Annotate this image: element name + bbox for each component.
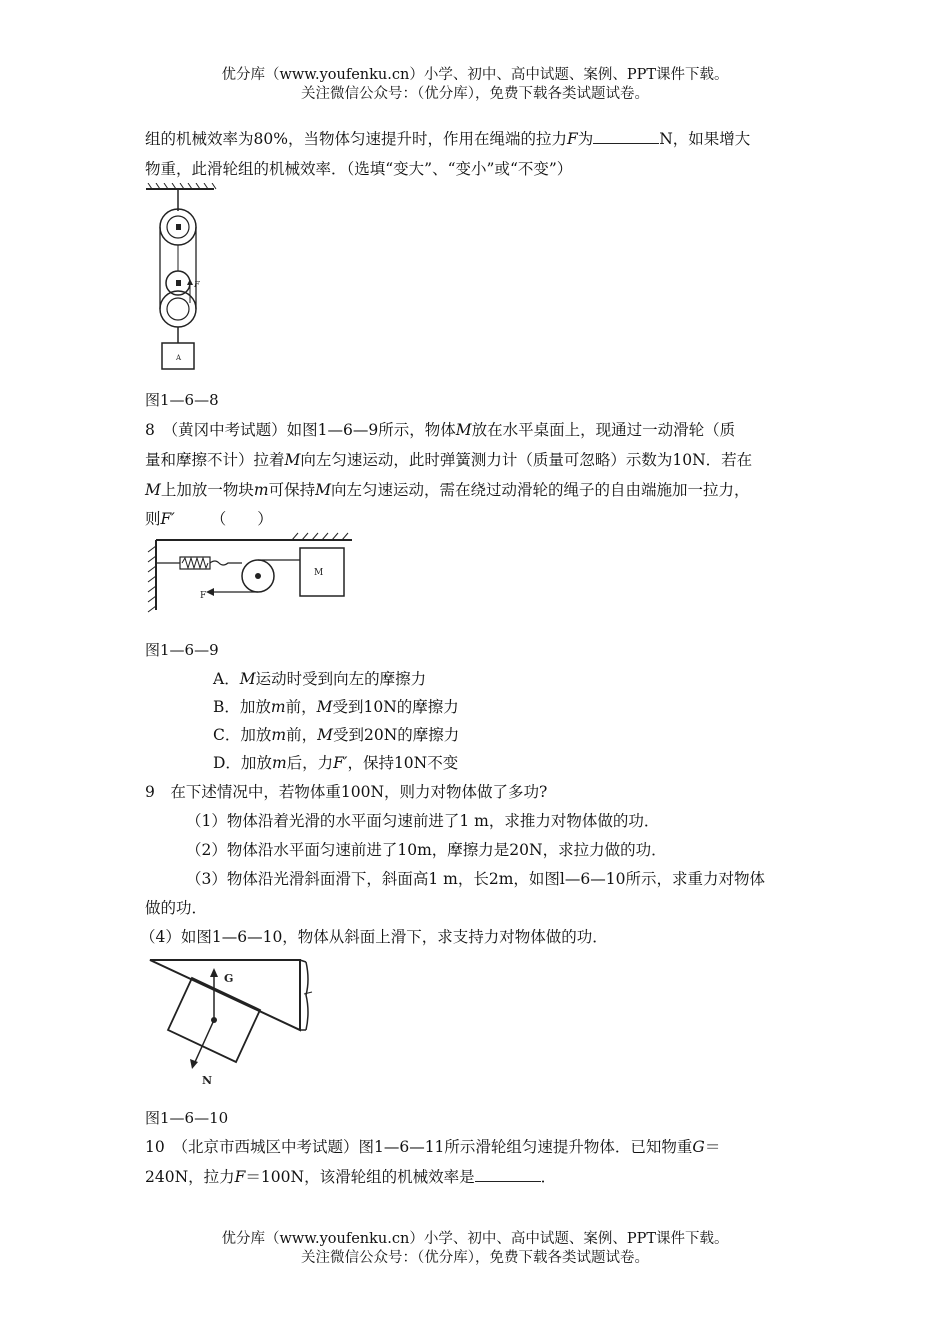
page-header bbox=[0, 66, 950, 104]
q9-part-3-line-2: 做的功． bbox=[145, 899, 208, 917]
q9-part-3-line-1: （3）物体沿光滑斜面滑下，斜面高1 m，长2m，如图l—6—10所示，求重力对物体 bbox=[186, 870, 765, 888]
answer-blank bbox=[475, 1167, 541, 1182]
figure-caption-1-6-8: 图1—6—8 bbox=[145, 391, 219, 409]
q9-part-2: （2）物体沿水平面匀速前进了10m，摩擦力是20N，求拉力做的功． bbox=[186, 841, 667, 859]
spring-force-label: F bbox=[200, 591, 207, 601]
q8-line-2: 量和摩擦不计）拉着M向左匀速运动，此时弹簧测力计（质量可忽略）示数为10N．若在 bbox=[145, 451, 753, 469]
footer-line-2: 关注微信公众号：（优分库），免费下载各类试题试卷。 bbox=[301, 1250, 649, 1266]
q9-stem: 9 在下述情况中，若物体重100N，则力对物体做了多功? bbox=[145, 783, 548, 801]
q10-line-1: 10 （北京市西城区中考试题）图1—6—11所示滑轮组匀速提升物体．已知物重G＝ bbox=[145, 1138, 721, 1156]
q8-line-4: 则F′ （ ） bbox=[145, 510, 273, 528]
pulley-force-label: F bbox=[194, 280, 200, 289]
q10-line-2: 240N，拉力F＝100N，该滑轮组的机械效率是 ． bbox=[145, 1168, 557, 1186]
figure-caption-1-6-10: 图1—6—10 bbox=[145, 1109, 229, 1127]
normal-force-label: N bbox=[202, 1074, 213, 1087]
gravity-label: G bbox=[224, 972, 234, 985]
option-d: D．加放m后，力F′，保持10N不变 bbox=[213, 754, 459, 772]
q8-line-1: 8 （黄冈中考试题）如图1—6—9所示，物体M放在水平桌面上，现通过一动滑轮（质 bbox=[145, 421, 736, 439]
q9-part-4: （4）如图1—6—10，物体从斜面上滑下，求支持力对物体做的功． bbox=[140, 928, 608, 946]
q7-line-1: 组的机械效率为80%，当物体匀速提升时，作用在绳端的拉力F为 N，如果增大 bbox=[145, 130, 751, 148]
option-a: A．M运动时受到向左的摩擦力 bbox=[213, 670, 427, 688]
header-line-2: 关注微信公众号：（优分库），免费下载各类试题试卷。 bbox=[301, 86, 649, 102]
q9-part-1: （1）物体沿着光滑的水平面匀速前进了1 m，求推力对物体做的功． bbox=[186, 812, 660, 830]
pulley-weight-label: A bbox=[176, 354, 182, 362]
q7-line-2: 物重，此滑轮组的机械效率．（选填“变大”、“变小”或“不变”） bbox=[145, 160, 573, 178]
answer-blank bbox=[593, 129, 659, 144]
option-c: C．加放m前，M受到20N的摩擦力 bbox=[213, 726, 460, 744]
q8-line-3: M上加放一物块m可保持M向左匀速运动，需在绕过动滑轮的绳子的自由端施加一拉力， bbox=[145, 481, 750, 499]
spring-pulley-figure bbox=[142, 530, 362, 615]
block-m-label: M bbox=[314, 568, 324, 578]
footer-line-1: 优分库（www.youfenku.cn）小学、初中、高中试题、案例、PPT课件下载。 bbox=[221, 1231, 729, 1247]
figure-caption-1-6-9: 图1—6—9 bbox=[145, 641, 219, 659]
pulley-system-figure bbox=[140, 183, 230, 373]
incline-figure bbox=[140, 950, 325, 1090]
header-line-1: 优分库（www.youfenku.cn）小学、初中、高中试题、案例、PPT课件下载。 bbox=[221, 67, 729, 83]
page-footer bbox=[0, 1230, 950, 1268]
option-b: B．加放m前，M受到10N的摩擦力 bbox=[213, 698, 459, 716]
